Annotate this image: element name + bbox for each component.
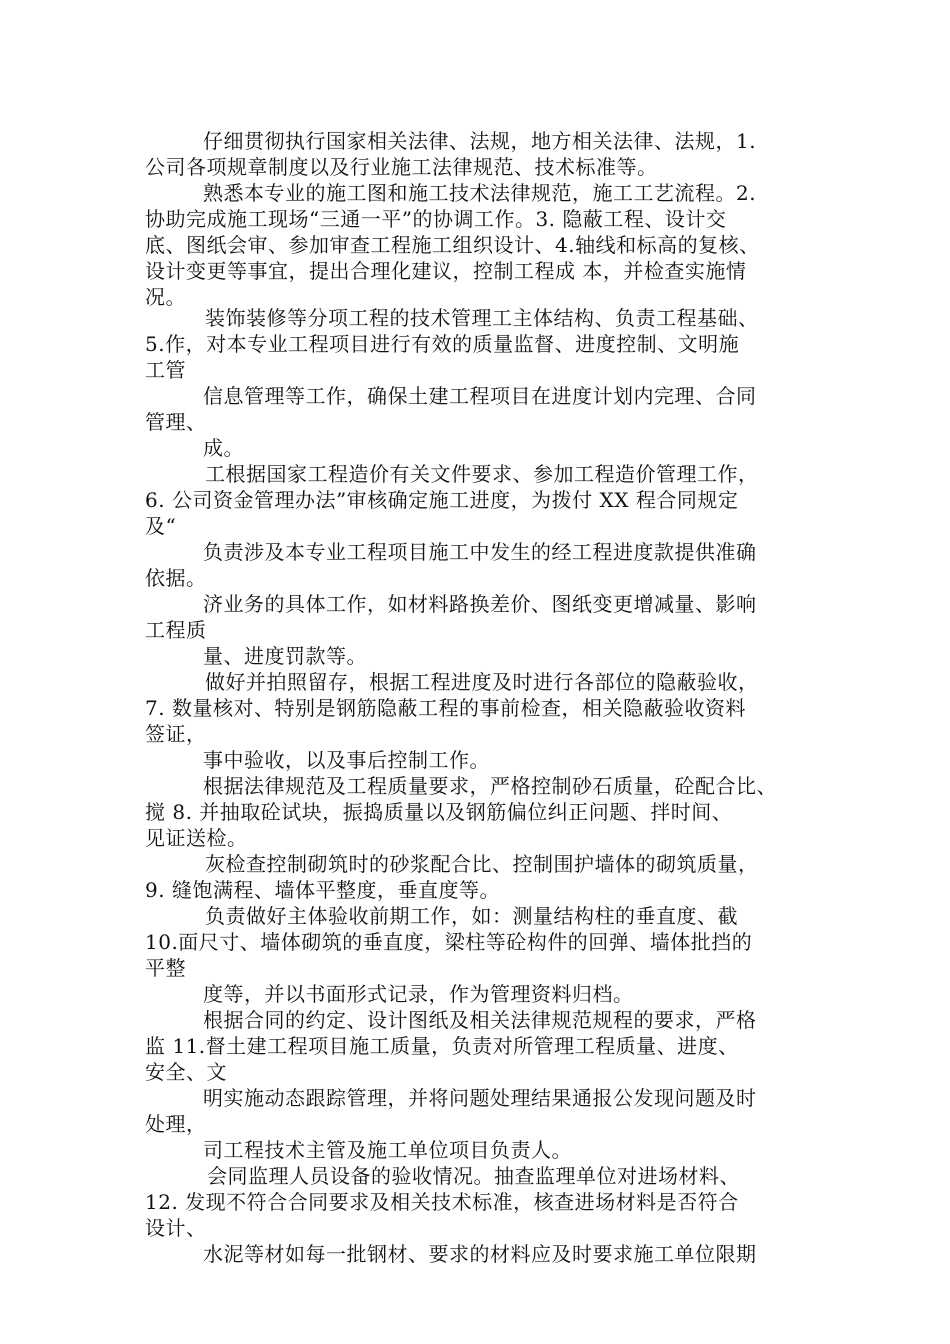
text-line: 及“ <box>145 514 177 538</box>
text-line: 工管 <box>145 358 186 382</box>
text-line: 监 11.督土建工程项目施工质量，负责对所管理工程质量、进度、 <box>145 1034 739 1058</box>
text-line: 依据。 <box>145 566 207 590</box>
text-line: 搅 8. 并抽取砼试块，振捣质量以及钢筋偏位纠正问题、拌时间、 <box>145 800 733 824</box>
text-line: 信息管理等工作，确保土建工程项目在进度计划内完理、合同 <box>203 384 757 408</box>
text-line: 负责涉及本专业工程项目施工中发生的经工程进度款提供准确 <box>203 540 757 564</box>
text-line: 5.作，对本专业工程项目进行有效的质量监督、进度控制、文明施 <box>145 332 740 356</box>
text-line: 6. 公司资金管理办法”审核确定施工进度，为拨付 XX 程合同规定 <box>145 488 739 512</box>
text-line: 签证， <box>145 722 207 746</box>
text-line: 装饰装修等分项工程的技术管理工主体结构、负责工程基础、 <box>205 306 759 330</box>
text-line: 水泥等材如每一批钢材、要求的材料应及时要求施工单位限期 <box>203 1242 757 1266</box>
text-line: 公司各项规章制度以及行业施工法律规范、技术标准等。 <box>145 155 658 179</box>
text-line: 7. 数量核对、特别是钢筋隐蔽工程的事前检查，相关隐蔽验收资料 <box>145 696 746 720</box>
text-line: 灰检查控制砌筑时的砂浆配合比、控制围护墙体的砌筑质量， <box>205 852 759 876</box>
text-line: 量、进度罚款等。 <box>203 644 367 668</box>
text-line: 10.面尺寸、墙体砌筑的垂直度，梁柱等砼构件的回弹、墙体批挡的 <box>145 930 753 954</box>
text-line: 成。 <box>203 436 244 460</box>
text-line: 设计、 <box>145 1216 207 1240</box>
text-line: 9. 缝饱满程、墙体平整度，垂直度等。 <box>145 878 500 902</box>
text-line: 处理， <box>145 1112 207 1136</box>
text-line: 见证送检。 <box>145 826 248 850</box>
text-line: 根据合同的约定、设计图纸及相关法律规范规程的要求，严格 <box>203 1008 757 1032</box>
text-line: 底、图纸会审、参加审查工程施工组织设计、4.轴线和标高的复核、 <box>145 233 760 257</box>
text-line: 根据法律规范及工程质量要求，严格控制砂石质量，砼配合比、 <box>203 774 777 798</box>
text-line: 工程质 <box>145 618 207 642</box>
text-line: 度等，并以书面形式记录，作为管理资料归档。 <box>203 982 634 1006</box>
text-line: 司工程技术主管及施工单位项目负责人。 <box>203 1138 572 1162</box>
text-line: 济业务的具体工作，如材料路换差价、图纸变更增减量、影响 <box>203 592 757 616</box>
text-line: 协助完成施工现场“三通一平”的协调工作。3. 隐蔽工程、设计交 <box>145 207 727 231</box>
text-line: 12. 发现不符合合同要求及相关技术标准，核查进场材料是否符合 <box>145 1190 739 1214</box>
text-line: 负责做好主体验收前期工作，如：测量结构柱的垂直度、截 <box>205 904 738 928</box>
text-line: 管理、 <box>145 410 207 434</box>
text-line: 设计变更等事宜，提出合理化建议，控制工程成 本，并检查实施情 <box>145 259 747 283</box>
text-line: 做好并拍照留存，根据工程进度及时进行各部位的隐蔽验收， <box>205 670 759 694</box>
text-line: 平整 <box>145 956 186 980</box>
text-line: 事中验收，以及事后控制工作。 <box>203 748 490 772</box>
text-line: 熟悉本专业的施工图和施工技术法律规范，施工工艺流程。2. <box>203 181 757 205</box>
text-line: 明实施动态跟踪管理，并将问题处理结果通报公发现问题及时 <box>203 1086 757 1110</box>
text-line: 工根据国家工程造价有关文件要求、参加工程造价管理工作， <box>205 462 759 486</box>
text-line: 会同监理人员设备的验收情况。抽查监理单位对进场材料、 <box>207 1164 740 1188</box>
text-line: 况。 <box>145 285 186 309</box>
text-line: 安全、文 <box>145 1060 227 1084</box>
text-line: 仔细贯彻执行国家相关法律、法规，地方相关法律、法规，1. <box>203 129 757 153</box>
